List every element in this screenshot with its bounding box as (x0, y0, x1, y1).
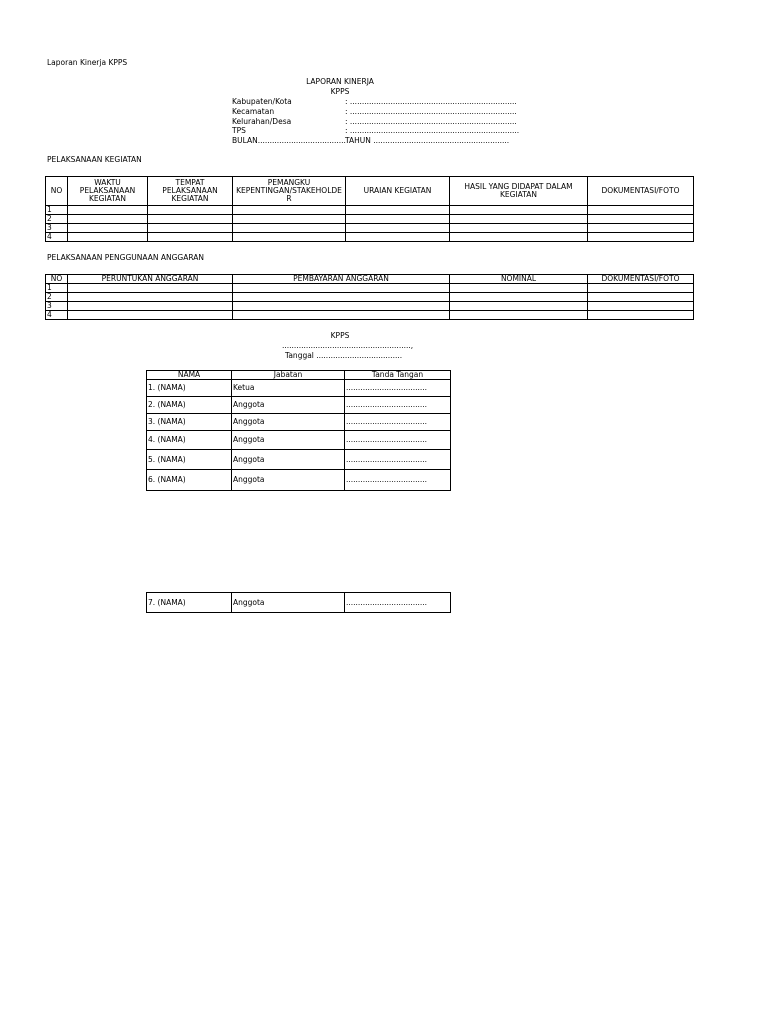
table-header-row (46, 177, 694, 206)
field-value: : ...................................................................... (345, 97, 517, 106)
member-signature: .................................. (345, 593, 451, 613)
member-role: Anggota (232, 450, 345, 470)
header-cell: TEMPAT PELAKSANAAN KEGIATAN (148, 177, 233, 206)
table-header-row (147, 371, 451, 380)
table-row (147, 397, 451, 414)
row-number: 2 (46, 293, 68, 302)
row-number: 1 (46, 284, 68, 293)
row-number: 1 (46, 206, 68, 215)
table-row (46, 302, 694, 311)
table-header-row (46, 275, 694, 284)
member-signature: .................................. (345, 431, 451, 450)
field-label: BULAN..................................... (232, 136, 346, 145)
member-name: 1. (NAMA) (147, 380, 232, 397)
field-label: Kelurahan/Desa (232, 117, 292, 126)
member-role: Anggota (232, 397, 345, 414)
table-row (147, 414, 451, 431)
anggaran-table (45, 274, 694, 320)
signature-org: KPPS (330, 331, 350, 340)
table-row (147, 470, 451, 491)
member-name: 2. (NAMA) (147, 397, 232, 414)
table-row (46, 224, 694, 233)
kegiatan-table (45, 176, 694, 242)
header-cell: Tanda Tangan (345, 371, 451, 380)
header-cell: DOKUMENTASI/FOTO (588, 177, 694, 206)
table-row (147, 380, 451, 397)
table-row (147, 450, 451, 470)
row-number: 4 (46, 311, 68, 320)
header-cell: URAIAN KEGIATAN (346, 177, 450, 206)
signature-place: ......................................................, (282, 341, 414, 350)
member-signature: .................................. (345, 414, 451, 431)
member-signature: .................................. (345, 380, 451, 397)
member-name: 7. (NAMA) (147, 593, 232, 613)
signature-date: Tanggal .................................... (285, 351, 403, 360)
field-kabupaten (232, 98, 517, 106)
row-number: 3 (46, 224, 68, 233)
header-cell: NO (46, 177, 68, 206)
field-label: Kabupaten/Kota (232, 97, 292, 106)
member-name: 6. (NAMA) (147, 470, 232, 491)
field-kecamatan (232, 108, 517, 116)
header-cell: NO (46, 275, 68, 284)
member-signature: .................................. (345, 470, 451, 491)
field-value: : ...................................................................... (345, 117, 517, 126)
table-row (46, 293, 694, 302)
member-role: Anggota (232, 414, 345, 431)
table-row (46, 215, 694, 224)
member-name: 5. (NAMA) (147, 450, 232, 470)
signature-table-continued (146, 592, 451, 613)
header-cell: NOMINAL (450, 275, 588, 284)
member-role: Anggota (232, 593, 345, 613)
field-label: TPS (232, 126, 246, 135)
member-role: Ketua (232, 380, 345, 397)
field-tps (232, 127, 519, 135)
header-cell: PEMBAYARAN ANGGARAN (233, 275, 450, 284)
row-number: 3 (46, 302, 68, 311)
field-value: TAHUN ......................................................... (345, 136, 510, 145)
member-signature: .................................. (345, 397, 451, 414)
header-cell: Jabatan (232, 371, 345, 380)
header-cell: PEMANGKU KEPENTINGAN/STAKEHOLDE R (233, 177, 346, 206)
report-subtitle: KPPS (330, 87, 350, 96)
document-title: Laporan Kinerja KPPS (47, 58, 128, 67)
header-cell: WAKTU PELAKSANAAN KEGIATAN (68, 177, 148, 206)
header-cell: NAMA (147, 371, 232, 380)
table-row (46, 311, 694, 320)
table-row (147, 431, 451, 450)
field-label: Kecamatan (232, 107, 275, 116)
signature-table (146, 370, 451, 491)
field-value: : ....................................................................... (345, 126, 520, 135)
member-name: 4. (NAMA) (147, 431, 232, 450)
row-number: 2 (46, 215, 68, 224)
report-title: LAPORAN KINERJA (306, 77, 374, 86)
table-row (46, 284, 694, 293)
field-kelurahan (232, 118, 517, 126)
member-role: Anggota (232, 470, 345, 491)
table-row (46, 233, 694, 242)
section-title-kegiatan: PELAKSANAAN KEGIATAN (47, 155, 142, 164)
member-name: 3. (NAMA) (147, 414, 232, 431)
header-cell: PERUNTUKAN ANGGARAN (68, 275, 233, 284)
field-bulan-tahun (232, 137, 509, 145)
member-role: Anggota (232, 431, 345, 450)
table-row (147, 593, 451, 613)
header-cell: HASIL YANG DIDAPAT DALAM KEGIATAN (450, 177, 588, 206)
row-number: 4 (46, 233, 68, 242)
header-cell: DOKUMENTASI/FOTO (588, 275, 694, 284)
field-value: : ...................................................................... (345, 107, 517, 116)
member-signature: .................................. (345, 450, 451, 470)
table-row (46, 206, 694, 215)
section-title-anggaran: PELAKSANAAN PENGGUNAAN ANGGARAN (47, 253, 204, 262)
